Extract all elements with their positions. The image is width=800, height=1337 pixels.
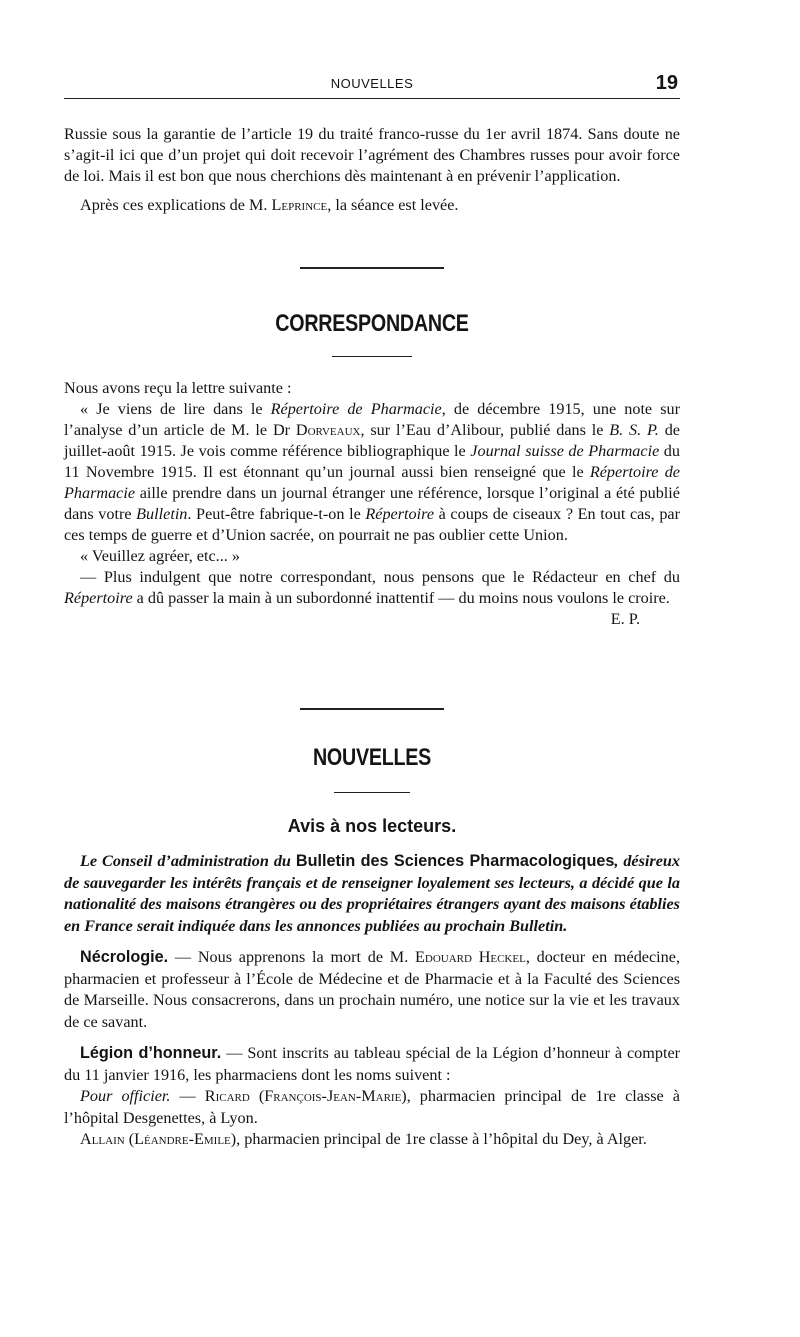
t: « Je viens de lire dans le <box>80 400 271 418</box>
t: , pharmacien principal de 1re classe à l’hôpital du Dey, à Alger. <box>236 1130 647 1148</box>
running-title: NOUVELLES <box>330 76 414 91</box>
t: , pharmacien principal de 1re classe à l’hôpital Desgenettes, à Lyon. <box>64 1087 680 1127</box>
t: — Nous apprenons la mort de M. <box>168 948 415 966</box>
t: Le Conseil d’administration du <box>80 852 296 870</box>
t: Edouard Heckel <box>415 948 526 966</box>
closing-text-b: , la séance est levée. <box>327 196 459 214</box>
page-number: 19 <box>655 72 678 94</box>
editor-reply <box>64 567 680 609</box>
t: Répertoire de Pharmacie <box>270 400 442 418</box>
t: Répertoire <box>64 589 133 607</box>
legion-label: Légion d’honneur. <box>80 1044 222 1062</box>
t: — Sont inscrits au tableau spécial de la Légion d’honneur à compter du 11 janvier 1916, les pharmaciens dont les noms suivent : <box>64 1044 681 1084</box>
intro-section <box>64 124 680 216</box>
t: Journal suisse de Pharmacie <box>470 442 660 460</box>
necrologie-label: Nécrologie. <box>80 948 169 966</box>
t: Bulletin <box>509 916 564 935</box>
signature: E. P. <box>610 610 640 628</box>
t: , désireux de sauvegarder les intérêts français et de renseigner loyalement ses lecteurs, a décidé que la nationalité des maisons étrangères ou des propriétaires étrangers ayant des maisons établies en France serait indiquée dans les annonces publiées au prochain <box>64 852 680 935</box>
t: Dorveaux <box>295 421 361 439</box>
t: . <box>563 916 568 935</box>
running-head <box>64 74 680 99</box>
t: B. S. P. <box>609 421 659 439</box>
t: Bulletin <box>136 505 188 523</box>
section-divider <box>300 708 444 710</box>
closing-paragraph <box>64 195 680 216</box>
speaker-name: Leprince <box>271 196 328 214</box>
t: Ricard (François-Jean-Marie) <box>204 1087 407 1105</box>
officer-entry <box>64 1086 680 1129</box>
heading-underline <box>334 792 410 793</box>
t: Pour officier. <box>80 1087 171 1105</box>
notice-title: Avis à nos lecteurs. <box>287 816 457 836</box>
legion-paragraph <box>64 1043 680 1086</box>
nouvelles-section <box>64 851 680 1151</box>
t: de juillet-août 1915. Je vois comme référence bibliographique le <box>64 421 680 460</box>
t: a dû passer la main à un subordonné inattentif — du moins nous voulons le croire. <box>132 589 670 607</box>
letter-lead: Nous avons reçu la lettre suivante : <box>64 379 292 397</box>
t: , docteur en médecine, pharmacien et professeur à l’École de Médecine et de Pharmacie et à la Faculté des Sciences de Marseille. Nous consacrerons, dans un prochain numéro, une notice sur la vie et les travaux de ce savant. <box>64 948 680 1031</box>
letter-body <box>64 399 680 546</box>
t: , de décembre 1915, une note sur l’analyse d’un article de M. le Dr <box>64 400 681 439</box>
heading-underline <box>332 356 412 357</box>
intro-paragraph: Russie sous la garantie de l’article 19 du traité franco-russe du 1er avril 1874. Sans doute ne s’agit-il ici que d’un projet qui doit recevoir l’agrément des Chambres russes pour avoir force de loi. Mais il est bon que nous cherchions dès maintenant à en prévenir l’application. <box>64 125 680 185</box>
t: . Peut-être fabrique-t-on le <box>187 505 366 523</box>
letter-closing: « Veuillez agréer, etc... » <box>80 547 240 565</box>
closing-text-a: Après ces explications de M. <box>80 196 272 214</box>
t: Bulletin des Sciences Pharmacologiques <box>295 852 615 870</box>
notice-paragraph <box>64 851 680 937</box>
t: Allain (Léandre-Emile) <box>80 1130 237 1148</box>
correspondance-section <box>64 378 680 630</box>
t: aille prendre dans un journal étranger une référence, lorsque l’original a été publié dans votre <box>64 484 680 523</box>
necrologie-paragraph <box>64 947 680 1033</box>
t: à coups de ciseaux ? En tout cas, par ces temps de guerre et d’Union sacrée, on pourrait ne pas oublier cette Union. <box>64 505 680 544</box>
allain-entry <box>64 1129 680 1151</box>
t: — <box>170 1087 205 1105</box>
t: Répertoire de Pharmacie <box>64 463 680 502</box>
t: — Plus indulgent que notre correspondant, nous pensons que le Rédacteur en chef du <box>80 568 680 586</box>
nouvelles-heading: NOUVELLES <box>312 744 432 771</box>
t: Répertoire <box>365 505 435 523</box>
section-divider <box>300 267 444 269</box>
correspondance-heading: CORRESPONDANCE <box>275 310 469 337</box>
t: du 11 Novembre 1915. Il est étonnant qu’un journal aussi bien renseigné que le <box>64 442 680 481</box>
t: , sur l’Eau d’Alibour, publié dans le <box>360 421 610 439</box>
